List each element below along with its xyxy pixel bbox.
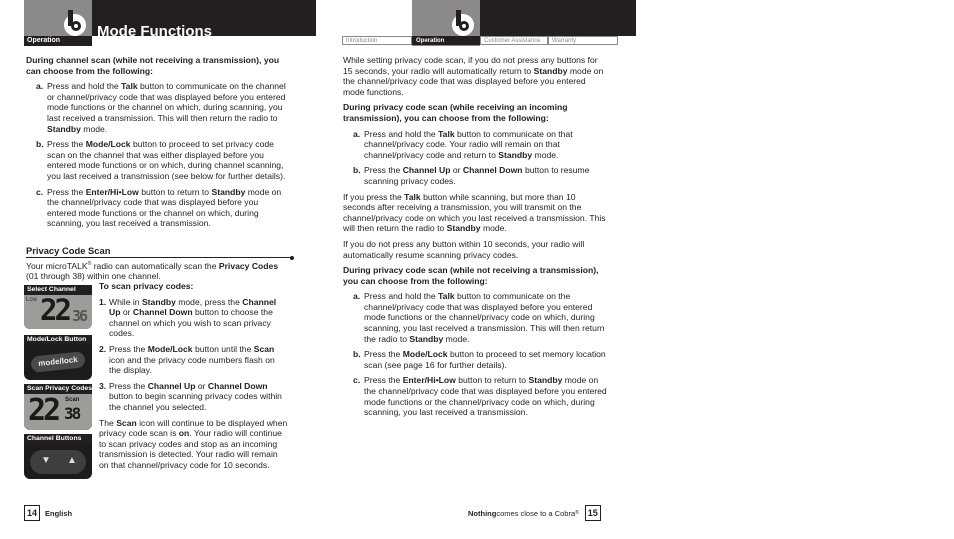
tab-warranty[interactable]: Warranty <box>548 36 618 45</box>
scan-heading: To scan privacy codes: <box>99 281 194 291</box>
section-label: Operation <box>24 36 92 46</box>
privacy-code-scan-heading: Privacy Code Scan <box>26 245 292 258</box>
footer-right: Nothing comes close to a Cobra ® 15 <box>468 504 601 522</box>
tab-operation[interactable]: Operation <box>412 36 480 45</box>
tab-customer-assistance[interactable]: Customer Assistance <box>480 36 548 45</box>
right-column <box>343 55 607 423</box>
scan-steps <box>99 281 289 476</box>
footer-left <box>24 504 72 522</box>
list-item: b. Press the Mode/Lock button to proceed to set privacy code scan on the channel that was either displayed before you entered mode functions or on which, during channel scanning, you last received a transmission (see below for further details). <box>36 139 286 181</box>
channel-scan-heading: During channel scan (while not receiving a transmission), you can choose from the following: <box>26 55 280 76</box>
list-item: a. Press and hold the Talk button to communicate on the channel/privacy code that was displayed before you entered mode functions or the channel/privacy code on which, during scanning, you last received a transmission. This will then return the radio to Standby mode. <box>353 291 605 344</box>
nav-tabs <box>342 36 618 45</box>
page-number-right: 15 <box>585 505 601 521</box>
lcd-display: Low 22 36 <box>24 295 92 329</box>
language-label: English <box>45 508 73 518</box>
scan-closing: The Scan icon will continue to be displayed when privacy code scan is on. Your radio will continue to scan privacy codes and stop as an incoming transmission is detected. Your radio will remain on that channel/privacy code for 10 seconds. <box>99 417 288 470</box>
list-item: a. Press and hold the Talk button to communicate on that channel/privacy code. Your radio will remain on that channel/privacy code and return to Standby mode. <box>353 128 573 160</box>
talk-bubble-logo-icon <box>62 10 88 36</box>
paragraph: If you press the Talk button while scanning, but more than 10 seconds after receiving a transmission, you will transmit on the channel/privacy code on which you last received a transmission. This will then return the radio to Standby mode. <box>343 191 606 234</box>
list-item: 2. Press the Mode/Lock button until the Scan icon and the privacy code numbers flash on the display. <box>99 343 275 376</box>
list-item: b. Press the Channel Up or Channel Down button to resume scanning privacy codes. <box>353 165 590 186</box>
list-item: a. Press and hold the Talk button to communicate on the channel or channel/privacy code that was displayed before you entered mode functions or the channel on which, during scanning, you last received a transmission. This will then return the radio to Standby mode. <box>36 81 286 134</box>
not-receiving-heading: During privacy code scan (while not receiving a transmission), you can choose from the following: <box>343 265 599 286</box>
channel-buttons-figure: Channel Buttons ▼ ▲ <box>24 434 92 479</box>
list-item: c. Press the Enter/Hi•Low button to return to Standby mode on the channel/privacy code that was displayed before you entered mode functions or the channel/privacy code on which, during scanning, you last received a transmission. <box>353 375 607 418</box>
channel-up-icon: ▲ <box>67 455 77 466</box>
paragraph: If you do not press any button within 10 seconds, your radio will automatically resume scanning privacy codes. <box>343 238 585 260</box>
select-channel-figure: Select Channel Low 22 36 <box>24 285 92 329</box>
tagline-bold: Nothing <box>468 508 497 518</box>
page-title: Mode Functions <box>97 23 212 40</box>
page-number-left: 14 <box>24 505 40 521</box>
list-item: 3. Press the Channel Up or Channel Down button to begin scanning privacy codes within the channel you selected. <box>99 380 282 412</box>
list-item: 1. While in Standby mode, press the Channel Up or Channel Down button to choose the channel on which you wish to scan privacy codes. <box>99 296 277 339</box>
tagline: comes close to a Cobra <box>496 508 576 518</box>
list-item: c. Press the Enter/Hi•Low button to return to Standby mode on the channel/privacy code that was displayed before you entered mode functions or the channel on which, during scanning, you last received a transmission. <box>36 186 282 229</box>
section-tab-left <box>24 0 92 46</box>
tab-introduction[interactable]: Introduction <box>342 36 412 45</box>
mode-lock-figure: Mode/Lock Button mode/lock <box>24 335 92 380</box>
scan-privacy-codes-figure: Scan Privacy Codes 22 Scan 38 <box>24 384 92 430</box>
receiving-heading: During privacy code scan (while receiving an incoming transmission), you can choose from the following: <box>343 102 568 123</box>
mode-lock-button-image: mode/lock <box>30 351 85 373</box>
talk-bubble-logo-icon <box>450 10 476 36</box>
paragraph: While setting privacy code scan, if you do not press any buttons for 15 seconds, your radio will automatically return to Standby mode on the channel/privacy code that was displayed before you entered mode functions. <box>343 55 604 97</box>
left-column <box>26 55 288 234</box>
privacy-intro: Your microTALK® radio can automatically scan the Privacy Codes (01 through 38) within one channel. <box>26 260 279 282</box>
lcd-display: 22 Scan 38 <box>24 394 92 430</box>
channel-down-icon: ▼ <box>41 455 51 466</box>
list-item: b. Press the Mode/Lock button to proceed to set memory location scan (see page 16 for further details). <box>353 349 606 370</box>
